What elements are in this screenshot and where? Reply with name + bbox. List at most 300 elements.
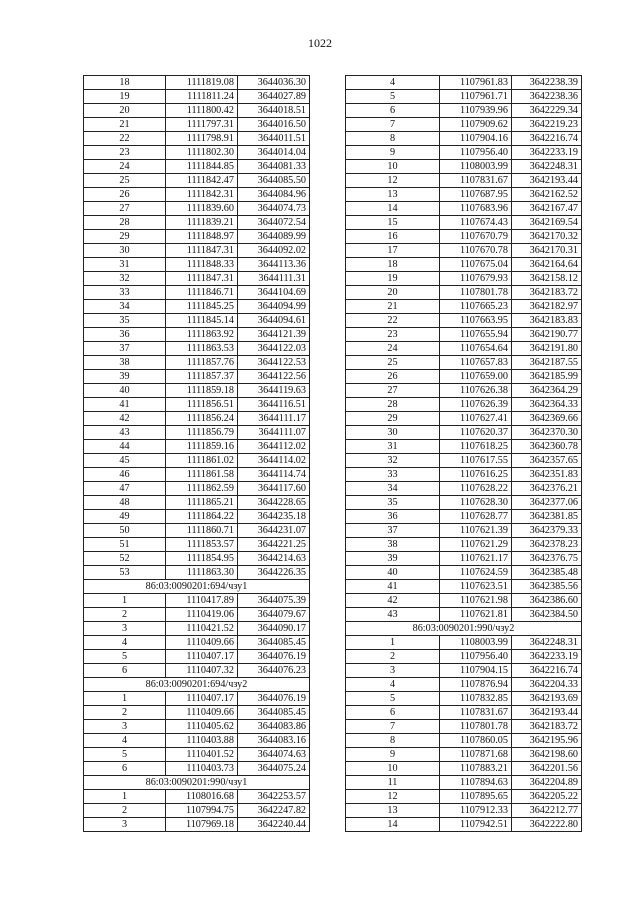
point-number: 4 <box>346 76 440 90</box>
table-row <box>346 286 582 300</box>
y-coordinate: 3644114.74 <box>238 468 310 482</box>
x-coordinate: 1111848.97 <box>166 230 238 244</box>
section-header-row <box>84 776 310 790</box>
y-coordinate: 3642360.78 <box>512 440 582 454</box>
point-number: 10 <box>346 160 440 174</box>
table-row <box>346 258 582 272</box>
y-coordinate: 3644214.63 <box>238 552 310 566</box>
point-number: 23 <box>346 328 440 342</box>
x-coordinate: 1107659.00 <box>440 370 512 384</box>
x-coordinate: 1111863.53 <box>166 342 238 356</box>
section-label: 86:03:0090201:990/чзу1 <box>84 776 310 790</box>
table-row <box>346 636 582 650</box>
y-coordinate: 3644036.30 <box>238 76 310 90</box>
y-coordinate: 3642187.55 <box>512 356 582 370</box>
table-row <box>346 496 582 510</box>
x-coordinate: 1111802.30 <box>166 146 238 160</box>
page-number: 1022 <box>308 36 332 50</box>
table-row <box>346 748 582 762</box>
table-row <box>84 804 310 818</box>
table-row <box>346 510 582 524</box>
table-row <box>84 664 310 678</box>
table-row <box>84 286 310 300</box>
table-row <box>346 538 582 552</box>
y-coordinate: 3644074.73 <box>238 202 310 216</box>
x-coordinate: 1107895.65 <box>440 790 512 804</box>
point-number: 44 <box>84 440 166 454</box>
x-coordinate: 1108003.99 <box>440 636 512 650</box>
x-coordinate: 1111844.85 <box>166 160 238 174</box>
point-number: 15 <box>346 216 440 230</box>
point-number: 39 <box>346 552 440 566</box>
y-coordinate: 3642248.31 <box>512 636 582 650</box>
point-number: 21 <box>84 118 166 132</box>
table-row <box>84 636 310 650</box>
y-coordinate: 3642219.23 <box>512 118 582 132</box>
point-number: 18 <box>84 76 166 90</box>
y-coordinate: 3644094.61 <box>238 314 310 328</box>
y-coordinate: 3642162.52 <box>512 188 582 202</box>
point-number: 27 <box>346 384 440 398</box>
point-number: 1 <box>84 594 166 608</box>
table-row <box>346 440 582 454</box>
y-coordinate: 3642385.56 <box>512 580 582 594</box>
y-coordinate: 3642376.75 <box>512 552 582 566</box>
table-row <box>346 118 582 132</box>
point-number: 45 <box>84 454 166 468</box>
y-coordinate: 3642164.64 <box>512 258 582 272</box>
y-coordinate: 3644122.03 <box>238 342 310 356</box>
point-number: 24 <box>84 160 166 174</box>
table-row <box>84 524 310 538</box>
y-coordinate: 3644027.89 <box>238 90 310 104</box>
x-coordinate: 1107969.18 <box>166 818 238 832</box>
table-row <box>346 370 582 384</box>
point-number: 4 <box>346 678 440 692</box>
x-coordinate: 1107801.78 <box>440 720 512 734</box>
point-number: 18 <box>346 258 440 272</box>
x-coordinate: 1111862.59 <box>166 482 238 496</box>
y-coordinate: 3644226.35 <box>238 566 310 580</box>
table-row <box>346 174 582 188</box>
point-number: 38 <box>84 356 166 370</box>
x-coordinate: 1107675.04 <box>440 258 512 272</box>
table-row <box>346 90 582 104</box>
x-coordinate: 1111797.31 <box>166 118 238 132</box>
y-coordinate: 3644083.16 <box>238 734 310 748</box>
point-number: 36 <box>84 328 166 342</box>
y-coordinate: 3642201.56 <box>512 762 582 776</box>
point-number: 4 <box>84 636 166 650</box>
point-number: 42 <box>346 594 440 608</box>
point-number: 2 <box>346 650 440 664</box>
point-number: 46 <box>84 468 166 482</box>
x-coordinate: 1107670.79 <box>440 230 512 244</box>
table-row <box>84 328 310 342</box>
section-header-row <box>84 580 310 594</box>
y-coordinate: 3644116.51 <box>238 398 310 412</box>
table-row <box>84 398 310 412</box>
point-number: 3 <box>84 818 166 832</box>
table-row <box>84 440 310 454</box>
x-coordinate: 1107670.78 <box>440 244 512 258</box>
table-row <box>84 160 310 174</box>
table-row <box>84 132 310 146</box>
y-coordinate: 3644072.54 <box>238 216 310 230</box>
table-row <box>346 804 582 818</box>
point-number: 12 <box>346 174 440 188</box>
x-coordinate: 1107904.16 <box>440 132 512 146</box>
table-row <box>84 76 310 90</box>
table-row <box>346 720 582 734</box>
x-coordinate: 1107616.25 <box>440 468 512 482</box>
y-coordinate: 3644111.07 <box>238 426 310 440</box>
y-coordinate: 3642170.31 <box>512 244 582 258</box>
y-coordinate: 3642247.82 <box>238 804 310 818</box>
y-coordinate: 3642384.50 <box>512 608 582 622</box>
y-coordinate: 3642204.33 <box>512 678 582 692</box>
x-coordinate: 1110417.89 <box>166 594 238 608</box>
x-coordinate: 1110419.06 <box>166 608 238 622</box>
point-number: 29 <box>346 412 440 426</box>
x-coordinate: 1108003.99 <box>440 160 512 174</box>
point-number: 28 <box>84 216 166 230</box>
table-row <box>84 454 310 468</box>
point-number: 9 <box>346 748 440 762</box>
x-coordinate: 1111845.14 <box>166 314 238 328</box>
x-coordinate: 1107994.75 <box>166 804 238 818</box>
table-row <box>346 678 582 692</box>
y-coordinate: 3644085.50 <box>238 174 310 188</box>
y-coordinate: 3644011.51 <box>238 132 310 146</box>
table-row <box>84 230 310 244</box>
point-number: 26 <box>84 188 166 202</box>
x-coordinate: 1107665.23 <box>440 300 512 314</box>
y-coordinate: 3644016.50 <box>238 118 310 132</box>
y-coordinate: 3644079.67 <box>238 608 310 622</box>
x-coordinate: 1107801.78 <box>440 286 512 300</box>
table-row <box>346 552 582 566</box>
table-row <box>84 496 310 510</box>
x-coordinate: 1107831.67 <box>440 174 512 188</box>
point-number: 34 <box>84 300 166 314</box>
table-row <box>346 342 582 356</box>
point-number: 39 <box>84 370 166 384</box>
y-coordinate: 3642169.54 <box>512 216 582 230</box>
point-number: 2 <box>84 706 166 720</box>
x-coordinate: 1107628.30 <box>440 496 512 510</box>
table-row <box>346 664 582 678</box>
table-row <box>84 272 310 286</box>
table-row <box>84 734 310 748</box>
table-row <box>346 244 582 258</box>
table-row <box>84 356 310 370</box>
point-number: 5 <box>346 90 440 104</box>
x-coordinate: 1111819.08 <box>166 76 238 90</box>
x-coordinate: 1111856.79 <box>166 426 238 440</box>
y-coordinate: 3644094.99 <box>238 300 310 314</box>
y-coordinate: 3642216.74 <box>512 132 582 146</box>
y-coordinate: 3644221.25 <box>238 538 310 552</box>
table-row <box>84 146 310 160</box>
point-number: 53 <box>84 566 166 580</box>
point-number: 33 <box>346 468 440 482</box>
point-number: 32 <box>346 454 440 468</box>
x-coordinate: 1111853.57 <box>166 538 238 552</box>
x-coordinate: 1107621.29 <box>440 538 512 552</box>
x-coordinate: 1107909.62 <box>440 118 512 132</box>
x-coordinate: 1111845.25 <box>166 300 238 314</box>
x-coordinate: 1107626.39 <box>440 398 512 412</box>
point-number: 35 <box>346 496 440 510</box>
x-coordinate: 1108016.68 <box>166 790 238 804</box>
x-coordinate: 1107876.94 <box>440 678 512 692</box>
x-coordinate: 1107871.68 <box>440 748 512 762</box>
x-coordinate: 1110407.17 <box>166 650 238 664</box>
point-number: 16 <box>346 230 440 244</box>
y-coordinate: 3642369.66 <box>512 412 582 426</box>
point-number: 33 <box>84 286 166 300</box>
table-row <box>84 482 310 496</box>
point-number: 49 <box>84 510 166 524</box>
x-coordinate: 1107942.51 <box>440 818 512 832</box>
y-coordinate: 3642193.69 <box>512 692 582 706</box>
point-number: 38 <box>346 538 440 552</box>
y-coordinate: 3644089.99 <box>238 230 310 244</box>
table-row <box>346 384 582 398</box>
x-coordinate: 1107627.41 <box>440 412 512 426</box>
point-number: 27 <box>84 202 166 216</box>
y-coordinate: 3642183.72 <box>512 286 582 300</box>
x-coordinate: 1110409.66 <box>166 706 238 720</box>
x-coordinate: 1111839.21 <box>166 216 238 230</box>
point-number: 34 <box>346 482 440 496</box>
table-row <box>84 762 310 776</box>
table-row <box>84 118 310 132</box>
y-coordinate: 3642198.60 <box>512 748 582 762</box>
point-number: 30 <box>346 426 440 440</box>
point-number: 43 <box>346 608 440 622</box>
y-coordinate: 3642248.31 <box>512 160 582 174</box>
table-row <box>346 762 582 776</box>
y-coordinate: 3642204.89 <box>512 776 582 790</box>
point-number: 29 <box>84 230 166 244</box>
y-coordinate: 3644114.02 <box>238 454 310 468</box>
point-number: 11 <box>346 776 440 790</box>
table-row <box>346 188 582 202</box>
y-coordinate: 3644231.07 <box>238 524 310 538</box>
table-row <box>84 174 310 188</box>
y-coordinate: 3642216.74 <box>512 664 582 678</box>
x-coordinate: 1107657.83 <box>440 356 512 370</box>
table-row <box>84 706 310 720</box>
x-coordinate: 1111848.33 <box>166 258 238 272</box>
point-number: 6 <box>84 762 166 776</box>
table-row <box>346 146 582 160</box>
y-coordinate: 3642212.77 <box>512 804 582 818</box>
section-header-row <box>346 622 582 636</box>
table-row <box>84 748 310 762</box>
point-number: 22 <box>84 132 166 146</box>
table-row <box>346 818 582 832</box>
table-row <box>346 608 582 622</box>
point-number: 47 <box>84 482 166 496</box>
y-coordinate: 3644018.51 <box>238 104 310 118</box>
y-coordinate: 3644085.45 <box>238 636 310 650</box>
table-row <box>346 790 582 804</box>
table-row <box>346 230 582 244</box>
point-number: 41 <box>346 580 440 594</box>
x-coordinate: 1107663.95 <box>440 314 512 328</box>
table-row <box>346 300 582 314</box>
point-number: 30 <box>84 244 166 258</box>
table-row <box>346 734 582 748</box>
point-number: 52 <box>84 552 166 566</box>
x-coordinate: 1107687.95 <box>440 188 512 202</box>
point-number: 14 <box>346 202 440 216</box>
point-number: 8 <box>346 132 440 146</box>
point-number: 48 <box>84 496 166 510</box>
point-number: 10 <box>346 762 440 776</box>
point-number: 9 <box>346 146 440 160</box>
x-coordinate: 1107628.77 <box>440 510 512 524</box>
x-coordinate: 1107620.37 <box>440 426 512 440</box>
y-coordinate: 3644092.02 <box>238 244 310 258</box>
table-row <box>346 314 582 328</box>
table-row <box>84 216 310 230</box>
y-coordinate: 3642183.83 <box>512 314 582 328</box>
x-coordinate: 1111863.30 <box>166 566 238 580</box>
y-coordinate: 3644014.04 <box>238 146 310 160</box>
x-coordinate: 1111847.31 <box>166 272 238 286</box>
y-coordinate: 3644081.33 <box>238 160 310 174</box>
x-coordinate: 1107912.33 <box>440 804 512 818</box>
point-number: 19 <box>84 90 166 104</box>
x-coordinate: 1111863.92 <box>166 328 238 342</box>
table-row <box>346 594 582 608</box>
x-coordinate: 1107674.43 <box>440 216 512 230</box>
y-coordinate: 3644235.18 <box>238 510 310 524</box>
x-coordinate: 1107831.67 <box>440 706 512 720</box>
table-row <box>84 370 310 384</box>
table-row <box>84 258 310 272</box>
y-coordinate: 3644090.17 <box>238 622 310 636</box>
table-row <box>84 412 310 426</box>
point-number: 5 <box>346 692 440 706</box>
point-number: 1 <box>84 790 166 804</box>
y-coordinate: 3644075.39 <box>238 594 310 608</box>
x-coordinate: 1107961.83 <box>440 76 512 90</box>
point-number: 6 <box>346 104 440 118</box>
x-coordinate: 1111842.47 <box>166 174 238 188</box>
x-coordinate: 1107628.22 <box>440 482 512 496</box>
table-row <box>84 468 310 482</box>
table-body <box>84 76 310 832</box>
x-coordinate: 1107939.96 <box>440 104 512 118</box>
point-number: 6 <box>84 664 166 678</box>
y-coordinate: 3642253.57 <box>238 790 310 804</box>
point-number: 21 <box>346 300 440 314</box>
y-coordinate: 3642158.12 <box>512 272 582 286</box>
point-number: 7 <box>346 118 440 132</box>
section-header-row <box>84 678 310 692</box>
x-coordinate: 1111860.71 <box>166 524 238 538</box>
x-coordinate: 1107883.21 <box>440 762 512 776</box>
point-number: 43 <box>84 426 166 440</box>
x-coordinate: 1111865.21 <box>166 496 238 510</box>
y-coordinate: 3642240.44 <box>238 818 310 832</box>
x-coordinate: 1107618.25 <box>440 440 512 454</box>
table-row <box>84 314 310 328</box>
y-coordinate: 3642379.33 <box>512 524 582 538</box>
y-coordinate: 3642193.44 <box>512 174 582 188</box>
point-number: 3 <box>346 664 440 678</box>
table-row <box>84 244 310 258</box>
point-number: 17 <box>346 244 440 258</box>
y-coordinate: 3644075.24 <box>238 762 310 776</box>
x-coordinate: 1111859.18 <box>166 384 238 398</box>
table-row <box>84 622 310 636</box>
table-row <box>346 216 582 230</box>
x-coordinate: 1107626.38 <box>440 384 512 398</box>
x-coordinate: 1107683.96 <box>440 202 512 216</box>
table-row <box>84 426 310 440</box>
x-coordinate: 1107654.64 <box>440 342 512 356</box>
point-number: 40 <box>84 384 166 398</box>
point-number: 20 <box>346 286 440 300</box>
table-row <box>346 706 582 720</box>
table-row <box>346 650 582 664</box>
y-coordinate: 3642193.44 <box>512 706 582 720</box>
table-row <box>346 76 582 90</box>
x-coordinate: 1107961.71 <box>440 90 512 104</box>
x-coordinate: 1111811.24 <box>166 90 238 104</box>
point-number: 42 <box>84 412 166 426</box>
x-coordinate: 1110403.88 <box>166 734 238 748</box>
point-number: 2 <box>84 608 166 622</box>
y-coordinate: 3644085.45 <box>238 706 310 720</box>
table-row <box>84 790 310 804</box>
point-number: 1 <box>84 692 166 706</box>
table-row <box>84 720 310 734</box>
y-coordinate: 3644074.63 <box>238 748 310 762</box>
x-coordinate: 1107894.63 <box>440 776 512 790</box>
x-coordinate: 1107621.39 <box>440 524 512 538</box>
y-coordinate: 3644111.31 <box>238 272 310 286</box>
point-number: 36 <box>346 510 440 524</box>
point-number: 19 <box>346 272 440 286</box>
table-row <box>346 328 582 342</box>
y-coordinate: 3642233.19 <box>512 146 582 160</box>
point-number: 50 <box>84 524 166 538</box>
table-row <box>346 412 582 426</box>
x-coordinate: 1111854.95 <box>166 552 238 566</box>
table-row <box>346 482 582 496</box>
x-coordinate: 1107860.05 <box>440 734 512 748</box>
table-row <box>346 132 582 146</box>
y-coordinate: 3642182.97 <box>512 300 582 314</box>
table-row <box>84 300 310 314</box>
x-coordinate: 1111800.42 <box>166 104 238 118</box>
y-coordinate: 3642229.34 <box>512 104 582 118</box>
section-label: 86:03:0090201:694/чзу1 <box>84 580 310 594</box>
y-coordinate: 3642378.23 <box>512 538 582 552</box>
table-row <box>346 398 582 412</box>
y-coordinate: 3644076.19 <box>238 692 310 706</box>
x-coordinate: 1107621.17 <box>440 552 512 566</box>
x-coordinate: 1107623.51 <box>440 580 512 594</box>
y-coordinate: 3642195.96 <box>512 734 582 748</box>
